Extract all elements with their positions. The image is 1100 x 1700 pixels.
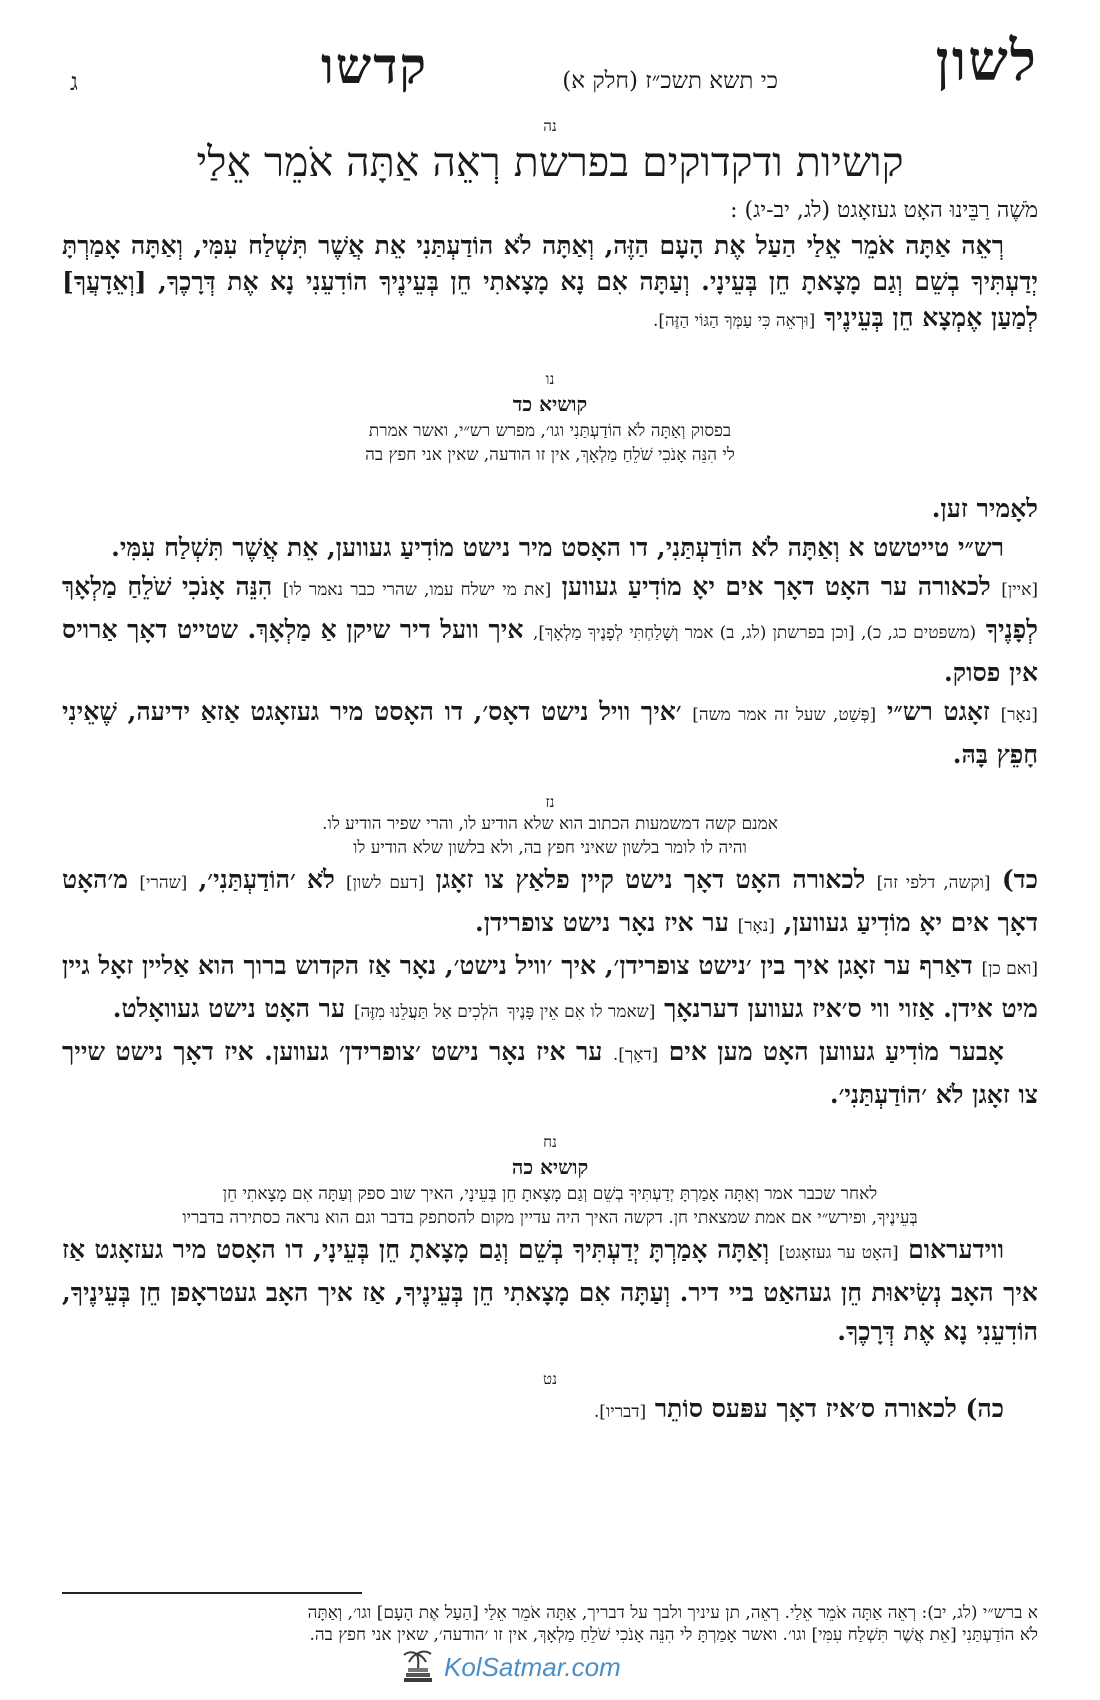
bracket-note: [דעם לשון] xyxy=(346,873,425,893)
header-title-right: לשון xyxy=(935,28,1038,94)
page-number: ג xyxy=(70,68,78,96)
verse-bracket: [וּרְאֵה כִּי עַמְּךָ הַגּוֹי הַזֶּה]. xyxy=(652,311,816,331)
body-paragraph xyxy=(62,1032,1038,1114)
intro-line: מֹשֶׁה רַבֵּינוּ האָט געזאָגט (לג, יב-יג) : xyxy=(730,198,1038,223)
body-text: ער האָט נישט געוואָלט. xyxy=(112,994,346,1023)
verse-line: נָא אֶת דְּרָכֶךָ, [וְאֵדָעֲךָ] לְמַעַן אֶמְצָא חֵן בְּעֵינֶיךָ xyxy=(62,267,1038,332)
body-paragraph xyxy=(62,860,1038,946)
body-paragraph xyxy=(62,1389,1038,1432)
logo-text: KolSatmar.com xyxy=(444,1652,621,1682)
bracket-note: [שאמר לו אִם אֵין פָּנֶיךָ xyxy=(507,1002,656,1022)
question-summary-line: והיה לו לומר בלשון שאיני חפץ בה, ולא בלשון שלא הודיע לו xyxy=(353,838,747,858)
body-text: לכאורה האָט דאָך נישט קיין פלאַץ צו זאָגן xyxy=(435,865,866,894)
body-text: ברוך הוא אַליין זאָל גיין מיט אידן. אַזוי ווי ס׳איז געווען דערנאָך xyxy=(62,951,1038,1023)
body-paragraph xyxy=(62,692,1038,774)
body-paragraph xyxy=(62,946,1038,1032)
body-text: רש״י טייטשט א וְאַתָּה לֹא הוֹדַעְתַּנִי, דו האָסט מיר נישט מוֹדִיעַ געווען, אֵת אֲשֶׁר xyxy=(232,533,1004,562)
verse-line: וְאַתָּה אָמַרְתָּ יְדַעְתִּיךָ בְשֵׁם וְגַם מָצָאתָ חֵן בְּעֵינָי. וְעַתָּה אִם נָא מָצָאתִי חֵן בְּעֵינֶיךָ הוֹדִעֵנִי xyxy=(62,231,1038,296)
body-paragraph xyxy=(62,1230,1038,1351)
body-text: לֹא xyxy=(307,865,335,894)
body-text: ווידעראום xyxy=(908,1235,1004,1264)
body-text: תִּשְׁלַח עִמִּי. xyxy=(111,533,224,562)
footnote-divider xyxy=(62,1592,362,1594)
footnote-line: לֹא הוֹדַעְתַּנִי [אֵת אֲשֶׁר תִּשְׁלַח עִמִּי] וגו׳. ואשר אָמַרְתָּ לי הִנֵּה אָנֹכִי שֹׁלֵחַ מַלְאָךְ, אין זו ׳הודעה׳, שאין אני חפץ בה. xyxy=(309,1625,1038,1645)
body-text: וועל דיר שיקן אַ מַלְאָךְ. שטייט דאָך אַרויס אין פסוק. xyxy=(62,615,1038,687)
body-text: ׳הוֹדַעְתַּנִי׳, xyxy=(198,865,296,894)
body-text: זאָגט רש״י xyxy=(886,697,990,726)
body-text: דאַרף ער זאָגן איך בין ׳נישט צופרידן׳, איך ׳וויל נישט׳, נאָר אַז הקדוש xyxy=(295,951,973,980)
section-title: קושיות ודקדוקים בפרשת רְאֵה אַתָּה אֹמֵר אֵלַי xyxy=(196,138,904,186)
bracket-note: [האָט ער געזאָגט] xyxy=(778,1243,899,1263)
body-text: אָבער מוֹדִיעַ געווען האָט מען אים xyxy=(668,1037,1004,1066)
section-number: נח xyxy=(543,1133,557,1151)
section-number: נז xyxy=(545,793,555,811)
body-text: לכאורה ער האָט דאָך אים יאָ מוֹדִיעַ געווען xyxy=(561,572,991,601)
body-text: ער איז נאָר נישט ׳צופרידן׳ געווען. xyxy=(264,1037,603,1066)
body-text: געזאָגט אַזאַ ידיעה, שֶׁאֵינִי חָפֵץ בָּהּ. xyxy=(62,697,1038,769)
body-text: מ׳האָט דאָך אים יאָ מוֹדִיעַ געווען, xyxy=(62,865,1038,937)
question-summary-line: בפסוק וְאַתָּה לֹא הוֹדַעְתַּנִי וגו׳, מפרש רש״י, ואשר אמרת xyxy=(368,421,732,441)
body-text: בְּעֵינֶיךָ, אַז איך האָב געטראָפן חֵן בְּעֵינֶיךָ, הוֹדִעֵנִי נָא אֶת דְּרָכֶךָ. xyxy=(62,1278,1038,1346)
body-text: הִנֵּה אָנֹכִי שֹׁלֵחַ מַלְאָךְ לְפָנֶיךָ xyxy=(62,572,1038,644)
header-title-mid: קדשו xyxy=(321,36,428,95)
body-paragraph: לאָמיר זען. xyxy=(931,494,1038,523)
question-summary-line: אמנם קשה דמשמעות הכתוב הוא שלא הודיע לו, והרי שפיר הודיע לו. xyxy=(322,814,778,834)
body-paragraph xyxy=(62,528,1038,567)
bracket-note: [שהרי] xyxy=(139,873,188,893)
document-page xyxy=(62,28,1038,1680)
body-text: וְאַתָּה אָמַרְתָּ יְדַעְתִּיךָ בְשֵׁם וְגַם מָצָאתָ חֵן בְּעֵינָי, דו xyxy=(285,1235,770,1264)
site-logo xyxy=(398,1648,698,1688)
bracket-note: [את מי ישלח עמו, שהרי כבר נאמר לו] xyxy=(282,580,552,600)
body-text: ׳איך וויל נישט דאָס׳, דו האָסט מיר xyxy=(329,697,682,726)
bracket-note: [איין] xyxy=(1001,580,1038,600)
bracket-note: [ואם כן] xyxy=(981,959,1038,979)
bracket-note: (משפטים כג, כ), [וכן בפרשתן (לג, ב) אמר וְשָׁלַחְתִּי לְפָנֶיךָ מַלְאָךְ], xyxy=(532,623,977,643)
bracket-note: [נאָר] xyxy=(1000,705,1038,725)
page-header xyxy=(62,28,1038,116)
section-number: נו xyxy=(545,370,555,388)
palm-tree-books-icon xyxy=(398,1648,438,1688)
question-summary-line: לאחר שכבר אמר וְאַתָּה אָמַרְתָּ יְדַעְתִּיךָ בְשֵׁם וְגַם מָצָאתָ חֵן בְּעֵינָי, האיך שוב ספק וְעַתָּה אִם מָצָאתִי חֵן xyxy=(222,1184,878,1204)
body-text: ער איז נאָר נישט צופרידן. xyxy=(475,908,729,937)
bracket-note: [דבריו]. xyxy=(593,1402,647,1422)
question-summary-line: בְּעֵינֶיךָ, ופירש״י אם אמת שמצאתי חן. דקשה האיך היה עדיין מקום להסתפק בדבר וגם הוא נראה כסתירה בדבריו xyxy=(182,1208,918,1228)
body-text: האָסט מיר געזאָגט אַז איך האָב נְשִׂיאוּת חֵן געהאַט ביי דיר. וְעַתָּה אִם מָצָאתִי חֵן xyxy=(62,1235,1038,1307)
body-text: איז דאָך נישט שייך צו זאָגן לֹא ׳הוֹדַעְתַּנִי׳. xyxy=(62,1037,1038,1109)
footnote-line: א ברש״י (לג, יב): רְאֵה אַתָּה אֹמֵר אֵלַי. רְאֵה, תן עיניך ולבך על דבריך, אַתָּה אֹמֵר אֵלַי [הַעַל אֶת הָעָם] וגו׳, וְאַתָּה xyxy=(307,1603,1038,1623)
bracket-note: [פְּשַׁט, שעל זה אמר משה] xyxy=(692,705,877,725)
body-paragraph xyxy=(62,567,1038,692)
body-text: איך xyxy=(488,615,524,644)
section-number: נה xyxy=(543,117,557,135)
footnote xyxy=(62,1602,1038,1646)
body-text: כה) לכאורה ס׳איז דאָך עפּעס סוֹתֵר xyxy=(654,1394,1004,1423)
verse-line: רְאֵה אַתָּה אֹמֵר אֵלַי הַעַל אֶת הָעָם הַזֶּה, וְאַתָּה לֹא הוֹדַעְתַּנִי אֵת אֲשֶׁר תִּשְׁלַח עִמִּי, xyxy=(193,231,1004,260)
bracket-note: הֹלְכִים אַל תַּעֲלֵנוּ מִזֶּה] xyxy=(353,1002,499,1022)
bracket-note: [נאָר] xyxy=(737,916,775,936)
question-heading: קושיא כד xyxy=(512,392,588,416)
question-summary-line: לי הִנֵּה אָנֹכִי שֹׁלֵחַ מַלְאָךְ, אין זו הודעה, שאין אני חפץ בה xyxy=(365,445,735,465)
bracket-note: [וקשה, דלפי זה] xyxy=(876,873,991,893)
verse-paragraph xyxy=(62,228,1038,339)
body-text: כד) xyxy=(1001,865,1038,894)
question-heading: קושיא כה xyxy=(511,1155,589,1179)
bracket-note: [דאָך]. xyxy=(612,1045,659,1065)
header-subtitle: כי תשא תשכ״ז (חלק א) xyxy=(562,68,778,94)
section-number: נט xyxy=(543,1370,557,1388)
